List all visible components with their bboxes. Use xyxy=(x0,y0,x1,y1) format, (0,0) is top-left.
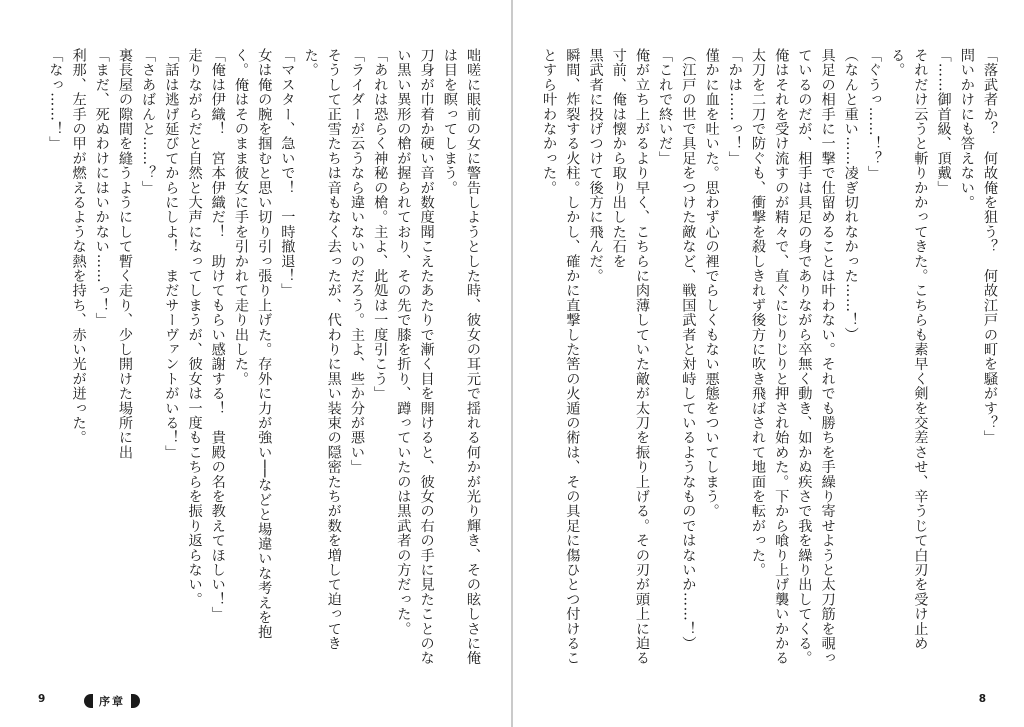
left_page-paragraph: 利那、左手の甲が燃えるような熱を持ち、赤い光が迸った。 xyxy=(70,48,87,445)
left_page-paragraph: 「なっ……！」 xyxy=(47,48,64,151)
right_page-paragraph: 黒武者に投げつけて後方に飛んだ。 xyxy=(587,48,604,284)
left_page_cont-paragraph: 刀身が巾着か硬い音が数度聞こえたあたりで漸く目を開けると、彼女の右の手に見たことのない黒い異形の槍が握られており、その先で膝を折り、蹲っていたのは黒武者の方だった。 xyxy=(395,48,435,666)
left_page_cont-paragraph: 「ライダーが云うなら違いないのだろう。主よ、些か分が悪い」 xyxy=(348,48,365,475)
left_page_cont-paragraph: 走りながらだと自然と大声になってしまうが、彼女は一度もこちらを振り返らない。 xyxy=(186,48,203,607)
right_page-paragraph: 「これで終いだ」 xyxy=(657,48,674,166)
right_page-paragraph: 具足の相手に一撃で仕留めることは叶わない。それでも勝ちを手繰り寄せようと太刀筋を覗っているのだが、相手は具足の身でありながら卒無く動き、如かぬ疾さで我を繰り出してくる。俺はそれを受け流すのが精々で、直ぐにじりじりと押され始めた。下から喰り上げ襲いかかる太刀を二刀で防ぐも、衝撃を殺しきれず後方に吹き飛ばされて地面を転がった。 xyxy=(749,48,836,666)
left_page_cont-paragraph: 女は俺の腕を掴むと思い切り引っ張り上げた。存外に力が強い──などと場違いな考えを抱く。俺はそのまま彼女に手を引かれて走り出した。 xyxy=(232,48,273,640)
page-number-right: 8 xyxy=(978,693,986,705)
left_page_cont-paragraph: 「話は逃げ延びてからにしよ！ まだサーヴァントがいる！」 xyxy=(163,48,180,460)
left_page_cont-paragraph: 「俺は伊織！ 宮本伊織だ！ 助けてもらい感謝する！ 貴殿の名を教えてほしい！」 xyxy=(209,48,226,622)
right-page-text xyxy=(541,48,1001,668)
right_page-paragraph: （なんと重い……凌ぎ切れなかった……！） xyxy=(842,48,859,342)
right_page-paragraph: 「ぐうっ……！？」 xyxy=(865,48,882,181)
right_page-paragraph: 僅かに血を吐いた。思わず心の裡でらしくもない悪態をついてしまう。 xyxy=(703,48,720,519)
left_page_cont-paragraph: 「あれは恐らく神秘の槍。主よ、此処は一度引こう」 xyxy=(372,48,389,401)
chapter-title: 序章 xyxy=(99,695,125,708)
left_page_cont-paragraph: 「さあばんと……？」 xyxy=(140,48,157,195)
right_page-paragraph: それだけ云うと斬りかかってきた。こちらも素早く剣を交差させ、辛うじて白刃を受け止める。 xyxy=(889,48,929,651)
bracket-right-icon xyxy=(131,694,140,708)
right_page-paragraph: （江戸の世で具足をつけた敵など、戦国武者と対峙しているようなものではないか……！） xyxy=(680,48,697,651)
right_page-paragraph: 俺が立ち上がるより早く、こちらに肉薄していた敵が太刀を振り上げる。その刃が頭上に迫る寸前、俺は懐から取り出した石を xyxy=(610,48,650,666)
left_page_cont-paragraph: 裏長屋の隙間を縫うようにして暫く走り、少し開けた場所に出 xyxy=(116,48,133,460)
running-head xyxy=(84,693,140,709)
right_page-paragraph: 「……御首級、頂戴」 xyxy=(935,48,952,195)
left_page_cont-paragraph: 咄嗟に眼前の女に警告しようとした時、彼女の耳元で揺れる何かが光り輝き、その眩しさに俺は目を瞑ってしまう。 xyxy=(441,48,481,666)
right_page-paragraph: 「落武者か？ 何故俺を狙う？ 何故江戸の町を騒がす？」 xyxy=(982,48,998,445)
right_page-paragraph: 瞬間、炸裂する火柱。しかし、確かに直撃した筈の火遁の術は、その具足に傷ひとつ付けることすら叶わなかった。 xyxy=(541,48,581,666)
right_page-paragraph: 「かは……っ！」 xyxy=(726,48,743,166)
bracket-left-icon xyxy=(84,694,93,708)
left-page xyxy=(0,0,511,727)
left_page_cont-paragraph: 「マスター、急いで！ 一時撤退！」 xyxy=(279,48,296,298)
left_page-paragraph: 「まだ、死ぬわけにはいかない……っ！」 xyxy=(93,48,110,328)
right-page xyxy=(513,0,1024,727)
right_page-paragraph: 問いかけにも答えない。 xyxy=(958,48,975,210)
left-page-text xyxy=(44,48,484,668)
left_page_cont-paragraph: そうして正雪たちは音もなく去ったが、代わりに黒い装束の隠密たちが数を増して迫ってきた。 xyxy=(302,48,342,651)
page-number-left: 9 xyxy=(38,693,46,705)
